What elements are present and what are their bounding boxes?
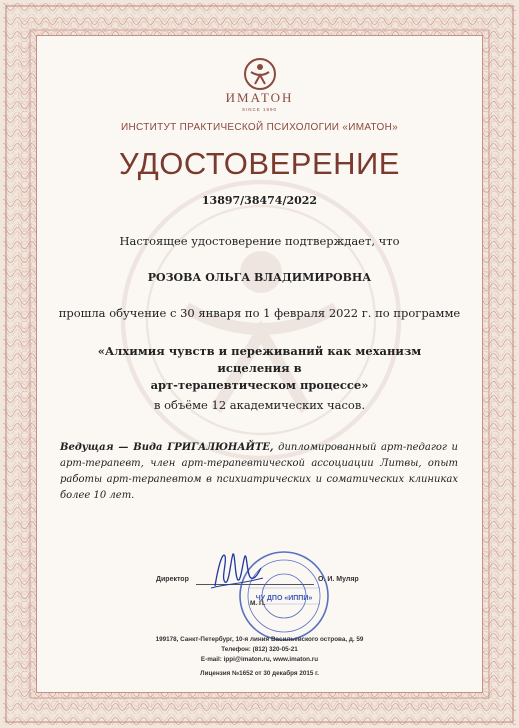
footer-phone: Телефон: (812) 320-05-21 xyxy=(221,646,298,653)
footer-address: 199178, Санкт-Петербург, 10-я линия Васильевского острова, д. 59 xyxy=(155,636,364,643)
program-line-1: «Алхимия чувств и переживаний как механизм исцеления в xyxy=(97,344,422,375)
student-name: РОЗОВА ОЛЬГА ВЛАДИМИРОВНА xyxy=(147,271,372,284)
imaton-logo xyxy=(0,57,519,91)
director-signature xyxy=(205,548,265,596)
imaton-emblem-icon xyxy=(243,57,277,91)
logo-name: ИМАТОН xyxy=(225,90,294,105)
leader-label: Ведущая — Вида ГРИГАЛЮНАЙТЕ, xyxy=(60,442,274,453)
leader-description: дипломированный арт-педагог и арт-терапевт, член арт-терапевтической ассоциации Литвы, опыт работы арт-терапевтом в психиатрических и соматических клиниках более 10 лет. xyxy=(60,442,458,501)
leader-info xyxy=(60,440,458,504)
hours-text: в объёме 12 академических часов. xyxy=(154,398,365,412)
institute-name: ИНСТИТУТ ПРАКТИЧЕСКОЙ ПСИХОЛОГИИ «ИМАТОН» xyxy=(121,122,398,133)
footer-license: Лицензия №1652 от 30 декабря 2015 г. xyxy=(200,670,319,677)
seal-place-label: М. П. xyxy=(250,600,266,607)
program-line-2: арт-терапевтическом процессе» xyxy=(150,378,369,392)
studied-text: прошла обучение с 30 января по 1 февраля 2022 г. по программе xyxy=(58,306,461,320)
director-label: Директор xyxy=(156,576,189,583)
watermark-emblem xyxy=(111,170,411,470)
director-name: О. И. Муляр xyxy=(318,576,359,583)
certificate-number: 13897/38474/2022 xyxy=(201,194,318,207)
document-title: УДОСТОВЕРЕНИЕ xyxy=(119,146,400,181)
logo-since: SINCE 1990 xyxy=(241,107,277,112)
stamp-text: ЧУ ДПО «ИППИ» xyxy=(255,595,313,602)
program-title xyxy=(62,343,457,394)
footer-contacts: E-mail: ippi@imaton.ru, www.imaton.ru xyxy=(200,656,319,663)
confirm-text: Настоящее удостоверение подтверждает, что xyxy=(119,234,400,248)
